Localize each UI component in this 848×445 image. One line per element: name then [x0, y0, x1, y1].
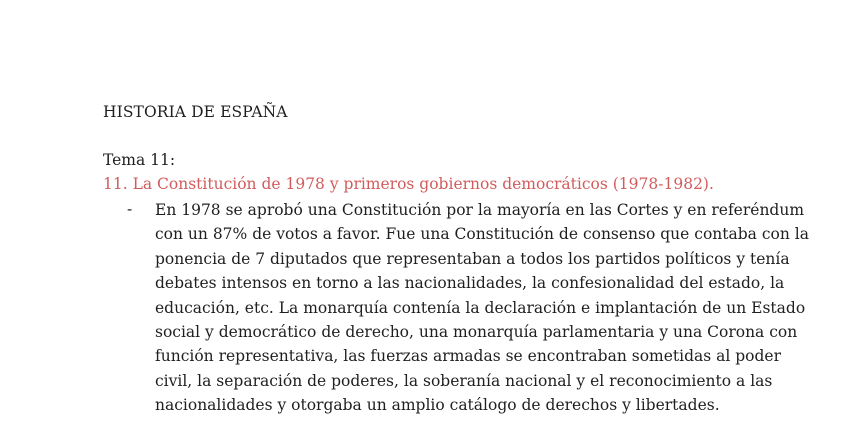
paragraph-line: educación, etc. La monarquía contenía la declaración e implantación de un Estado — [155, 298, 806, 317]
paragraph — [155, 198, 809, 418]
bullet-marker: - — [127, 200, 133, 218]
section-title: 11. La Constitución de 1978 y primeros gobiernos democráticos (1978-1982). — [103, 175, 714, 193]
paragraph-line: civil, la separación de poderes, la soberanía nacional y el reconocimiento a las — [155, 371, 773, 390]
topic-label: Tema 11: — [103, 151, 176, 169]
paragraph-line: social y democrático de derecho, una monarquía parlamentaria y una Corona con — [155, 323, 798, 342]
paragraph-line: con un 87% de votos a favor. Fue una Constitución de consenso que contaba con la — [155, 225, 809, 244]
paragraph-line: nacionalidades y otorgaba un amplio catálogo de derechos y libertades. — [155, 396, 720, 415]
paragraph-line: función representativa, las fuerzas armadas se encontraban sometidas al poder — [155, 347, 782, 366]
paragraph-line: ponencia de 7 diputados que representaban a todos los partidos políticos y tenía — [155, 249, 790, 268]
paragraph-line: En 1978 se aprobó una Constitución por la mayoría en las Cortes y en referéndum — [155, 201, 805, 219]
paragraph-line: debates intensos en torno a las nacionalidades, la confesionalidad del estado, la — [155, 274, 785, 293]
document-header: HISTORIA DE ESPAÑA — [103, 103, 288, 121]
